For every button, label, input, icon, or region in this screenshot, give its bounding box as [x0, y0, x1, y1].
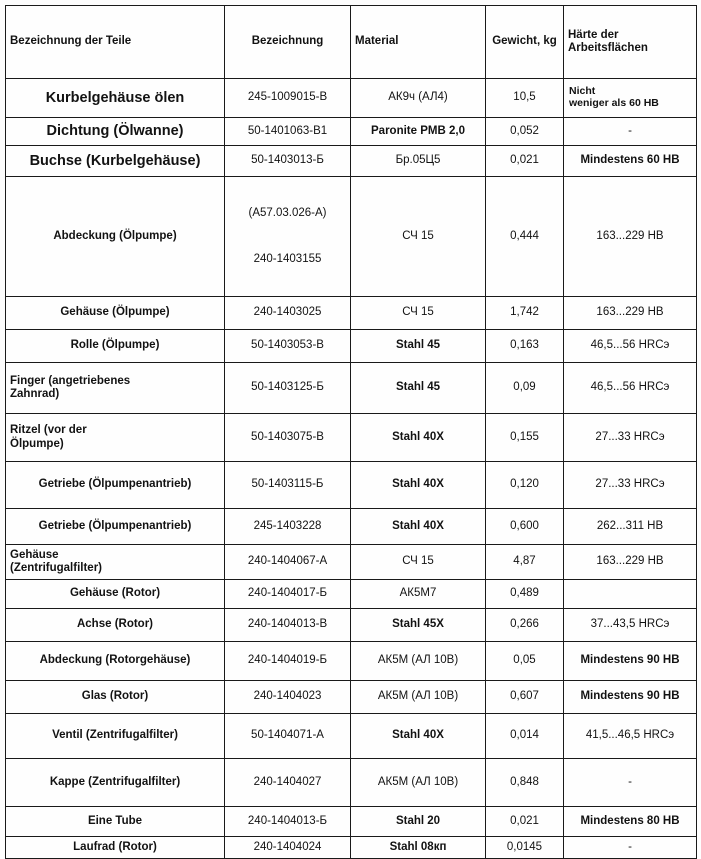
cell-hardness: 41,5...46,5 HRCэ: [564, 714, 697, 759]
cell-material: Stahl 40X: [351, 414, 486, 462]
column-header-hardness: [564, 6, 697, 79]
cell-part-name: [6, 414, 225, 462]
cell-hardness: Mindestens 90 HB: [564, 681, 697, 714]
cell-weight: 0,444: [486, 177, 564, 297]
cell-weight: 0,163: [486, 330, 564, 363]
table-row: [6, 545, 697, 580]
column-header-part-name: Bezeichnung der Teile: [6, 6, 225, 79]
cell-part-name: Glas (Rotor): [6, 681, 225, 714]
cell-weight: 0,607: [486, 681, 564, 714]
cell-hardness: 27...33 HRCэ: [564, 462, 697, 509]
cell-hardness: Mindestens 90 HB: [564, 642, 697, 681]
cell-material: АК5М7: [351, 580, 486, 609]
table-row: [6, 297, 697, 330]
cell-hardness: 27...33 HRCэ: [564, 414, 697, 462]
cell-weight: 0,09: [486, 363, 564, 414]
header-row: [6, 6, 697, 79]
cell-designation-line1: (А57.03.026-А): [248, 207, 327, 219]
cell-part-name-line1: Finger (angetriebenes: [10, 374, 131, 387]
cell-material: АК5М (АЛ 10В): [351, 642, 486, 681]
cell-designation: 50-1403013-Б: [225, 146, 351, 177]
cell-hardness: 163...229 HB: [564, 297, 697, 330]
cell-designation: 245-1009015-В: [225, 79, 351, 118]
cell-hardness-line1: Nicht: [569, 85, 596, 98]
table-row: [6, 414, 697, 462]
cell-weight: 0,014: [486, 714, 564, 759]
cell-weight: 10,5: [486, 79, 564, 118]
cell-part-name: Laufrad (Rotor): [6, 837, 225, 859]
table-header: [6, 6, 697, 79]
cell-designation-line2: 240-1403155: [253, 253, 322, 265]
table-row: [6, 330, 697, 363]
cell-part-name: Buchse (Kurbelgehäuse): [6, 146, 225, 177]
cell-material: СЧ 15: [351, 545, 486, 580]
cell-designation: 240-1404017-Б: [225, 580, 351, 609]
cell-part-name-line2: Ölpumpe): [10, 437, 64, 450]
cell-weight: 0,155: [486, 414, 564, 462]
cell-part-name-line2: Zahnrad): [10, 388, 60, 400]
cell-material: Stahl 40X: [351, 714, 486, 759]
cell-part-name: Eine Tube: [6, 807, 225, 837]
table-body: [6, 79, 697, 859]
cell-designation: 50-1403115-Б: [225, 462, 351, 509]
cell-designation: 240-1404027: [225, 759, 351, 807]
cell-part-name: [6, 545, 225, 580]
cell-material: Stahl 45X: [351, 609, 486, 642]
cell-designation: 50-1403125-Б: [225, 363, 351, 414]
cell-weight: 0,120: [486, 462, 564, 509]
column-header-designation: Bezeichnung: [225, 6, 351, 79]
cell-part-name: Dichtung (Ölwanne): [6, 118, 225, 146]
cell-part-name-line2: (Zentrifugalfilter): [10, 562, 102, 574]
cell-part-name: Abdeckung (Rotorgehäuse): [6, 642, 225, 681]
cell-hardness: 37...43,5 HRCэ: [564, 609, 697, 642]
cell-designation: 240-1404024: [225, 837, 351, 859]
cell-designation: 240-1404013-В: [225, 609, 351, 642]
cell-part-name-line1: Gehäuse: [10, 548, 59, 561]
table-row: [6, 118, 697, 146]
table-row: [6, 642, 697, 681]
cell-designation: 245-1403228: [225, 509, 351, 545]
cell-weight: 0,0145: [486, 837, 564, 859]
cell-hardness: 163...229 HB: [564, 545, 697, 580]
column-header-hardness-line2: Arbeitsflächen: [568, 42, 648, 54]
cell-part-name: Gehäuse (Ölpumpe): [6, 297, 225, 330]
table-row: [6, 79, 697, 118]
cell-hardness: 262...311 HB: [564, 509, 697, 545]
cell-weight: 0,05: [486, 642, 564, 681]
cell-part-name: Rolle (Ölpumpe): [6, 330, 225, 363]
cell-weight: 0,266: [486, 609, 564, 642]
table-row: [6, 509, 697, 545]
cell-hardness: Mindestens 60 HB: [564, 146, 697, 177]
cell-part-name: Getriebe (Ölpumpenantrieb): [6, 462, 225, 509]
cell-weight: 4,87: [486, 545, 564, 580]
table-row: [6, 177, 697, 297]
cell-hardness: [564, 79, 697, 118]
cell-material: АК9ч (АЛ4): [351, 79, 486, 118]
cell-designation: 50-1404071-А: [225, 714, 351, 759]
table-row: [6, 759, 697, 807]
cell-part-name: [6, 363, 225, 414]
cell-part-name: Abdeckung (Ölpumpe): [6, 177, 225, 297]
cell-designation: 50-1401063-В1: [225, 118, 351, 146]
cell-material: Paronite PMB 2,0: [351, 118, 486, 146]
cell-hardness: -: [564, 759, 697, 807]
cell-material: Stahl 08кп: [351, 837, 486, 859]
cell-hardness-line2: weniger als 60 HB: [569, 97, 659, 109]
cell-hardness: Mindestens 80 HB: [564, 807, 697, 837]
cell-part-name: Kappe (Zentrifugalfilter): [6, 759, 225, 807]
cell-designation: 50-1403053-В: [225, 330, 351, 363]
cell-part-name: Getriebe (Ölpumpenantrieb): [6, 509, 225, 545]
cell-designation: 240-1404019-Б: [225, 642, 351, 681]
table-row: [6, 580, 697, 609]
cell-hardness: 46,5...56 HRCэ: [564, 363, 697, 414]
column-header-weight: Gewicht, kg: [486, 6, 564, 79]
table-row: [6, 807, 697, 837]
cell-weight: 0,021: [486, 146, 564, 177]
cell-part-name: Gehäuse (Rotor): [6, 580, 225, 609]
cell-designation: 50-1403075-В: [225, 414, 351, 462]
cell-material: Stahl 40X: [351, 462, 486, 509]
table-row: [6, 609, 697, 642]
cell-designation: [225, 177, 351, 297]
cell-hardness: -: [564, 118, 697, 146]
table-row: [6, 462, 697, 509]
cell-designation: 240-1404013-Б: [225, 807, 351, 837]
cell-material: АК5М (АЛ 10В): [351, 759, 486, 807]
cell-hardness: [564, 580, 697, 609]
cell-material: Бр.05Ц5: [351, 146, 486, 177]
cell-hardness: -: [564, 837, 697, 859]
cell-weight: 0,848: [486, 759, 564, 807]
column-header-hardness-line1: Härte der: [568, 28, 619, 41]
parts-specification-table: [5, 5, 697, 859]
cell-material: Stahl 45: [351, 363, 486, 414]
cell-designation: 240-1404023: [225, 681, 351, 714]
cell-designation: 240-1403025: [225, 297, 351, 330]
cell-designation: 240-1404067-А: [225, 545, 351, 580]
cell-material: СЧ 15: [351, 297, 486, 330]
cell-material: Stahl 40X: [351, 509, 486, 545]
cell-material: СЧ 15: [351, 177, 486, 297]
cell-material: АК5М (АЛ 10В): [351, 681, 486, 714]
cell-hardness: 163...229 HB: [564, 177, 697, 297]
cell-part-name-line1: Ritzel (vor der: [10, 424, 87, 437]
table-row: [6, 837, 697, 859]
cell-part-name: Kurbelgehäuse ölen: [6, 79, 225, 118]
cell-weight: 0,021: [486, 807, 564, 837]
cell-hardness: 46,5...56 HRCэ: [564, 330, 697, 363]
cell-weight: 0,489: [486, 580, 564, 609]
table-row: [6, 146, 697, 177]
table-row: [6, 363, 697, 414]
cell-part-name: Ventil (Zentrifugalfilter): [6, 714, 225, 759]
cell-weight: 1,742: [486, 297, 564, 330]
cell-part-name: Achse (Rotor): [6, 609, 225, 642]
cell-weight: 0,600: [486, 509, 564, 545]
table-row: [6, 714, 697, 759]
column-header-material: Material: [351, 6, 486, 79]
cell-material: Stahl 20: [351, 807, 486, 837]
cell-material: Stahl 45: [351, 330, 486, 363]
table-row: [6, 681, 697, 714]
cell-weight: 0,052: [486, 118, 564, 146]
